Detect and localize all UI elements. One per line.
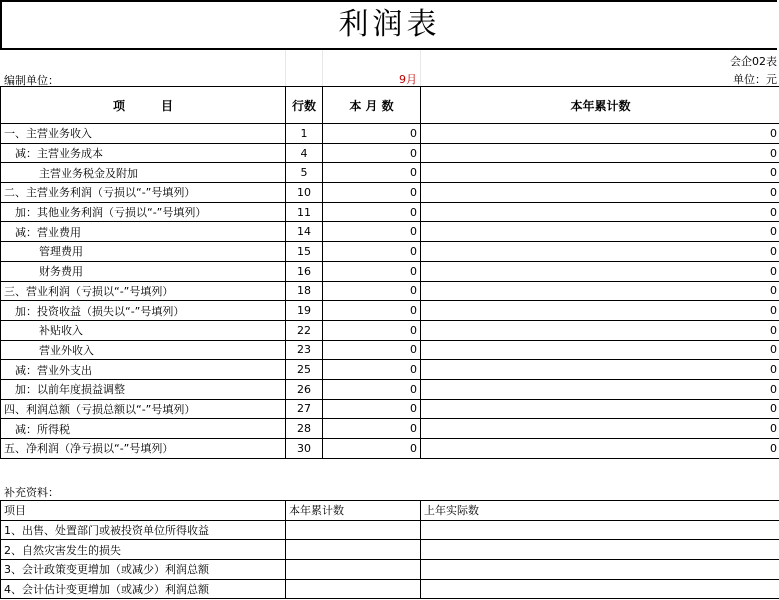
- row-item[interactable]: 加：投资收益（损失以“-”号填列）: [1, 301, 286, 321]
- table-row: [1, 439, 779, 459]
- supp-header-item: 项目: [1, 501, 286, 521]
- row-year-value[interactable]: 0: [421, 242, 779, 262]
- unit-label: 编制单位：: [4, 74, 59, 87]
- supplement-row: [1, 520, 779, 540]
- row-item[interactable]: 三、营业利润（亏损以“-”号填列）: [1, 281, 286, 301]
- table-row: [1, 242, 779, 262]
- table-row: [1, 202, 779, 222]
- table-row: [1, 379, 779, 399]
- supp-item[interactable]: 2、自然灾害发生的损失: [1, 540, 286, 560]
- row-year-value[interactable]: 0: [421, 379, 779, 399]
- row-month-value[interactable]: 0: [323, 202, 421, 222]
- row-number[interactable]: 19: [286, 301, 323, 321]
- row-number[interactable]: 1: [286, 124, 323, 144]
- row-item[interactable]: 主营业务税金及附加: [1, 163, 286, 183]
- table-row: [1, 124, 779, 144]
- table-row: [1, 281, 779, 301]
- row-year-value[interactable]: 0: [421, 261, 779, 281]
- row-number[interactable]: 23: [286, 340, 323, 360]
- supp-year-cell[interactable]: [286, 560, 421, 580]
- table-row: [1, 360, 779, 380]
- row-item[interactable]: 财务费用: [1, 261, 286, 281]
- row-month-value[interactable]: 0: [323, 379, 421, 399]
- row-month-value[interactable]: 0: [323, 242, 421, 262]
- row-month-value[interactable]: 0: [323, 222, 421, 242]
- header-item: 项 目: [1, 87, 286, 124]
- row-number[interactable]: 16: [286, 261, 323, 281]
- row-number[interactable]: 5: [286, 163, 323, 183]
- supp-item[interactable]: 3、会计政策变更增加（或减少）利润总额: [1, 560, 286, 580]
- row-year-value[interactable]: 0: [421, 320, 779, 340]
- income-statement-table: [0, 86, 779, 459]
- row-number[interactable]: 25: [286, 360, 323, 380]
- row-item[interactable]: 一、主营业务收入: [1, 124, 286, 144]
- row-item[interactable]: 补贴收入: [1, 320, 286, 340]
- supp-last-year-cell[interactable]: [421, 560, 779, 580]
- row-year-value[interactable]: 0: [421, 439, 779, 459]
- supp-header-last-year: 上年实际数: [421, 501, 779, 521]
- supp-item[interactable]: 1、出售、处置部门或被投资单位所得收益: [1, 520, 286, 540]
- row-item[interactable]: 五、净利润（净亏损以“-”号填列）: [1, 439, 286, 459]
- supplement-header-row: [1, 501, 779, 521]
- table-row: [1, 261, 779, 281]
- row-month-value[interactable]: 0: [323, 143, 421, 163]
- row-item[interactable]: 营业外收入: [1, 340, 286, 360]
- row-number[interactable]: 26: [286, 379, 323, 399]
- row-number[interactable]: 27: [286, 399, 323, 419]
- row-year-value[interactable]: 0: [421, 183, 779, 203]
- row-month-value[interactable]: 0: [323, 124, 421, 144]
- row-number[interactable]: 30: [286, 439, 323, 459]
- row-year-value[interactable]: 0: [421, 340, 779, 360]
- table-row: [1, 143, 779, 163]
- row-month-value[interactable]: 0: [323, 261, 421, 281]
- row-number[interactable]: 18: [286, 281, 323, 301]
- form-code: 会企02表: [730, 55, 777, 68]
- supplement-row: [1, 540, 779, 560]
- table-row: [1, 183, 779, 203]
- table-row: [1, 301, 779, 321]
- table-row: [1, 222, 779, 242]
- row-year-value[interactable]: 0: [421, 301, 779, 321]
- row-number[interactable]: 10: [286, 183, 323, 203]
- table-row: [1, 399, 779, 419]
- row-month-value[interactable]: 0: [323, 320, 421, 340]
- row-number[interactable]: 14: [286, 222, 323, 242]
- supplement-row: [1, 560, 779, 580]
- row-item[interactable]: 二、主营业务利润（亏损以“-”号填列）: [1, 183, 286, 203]
- row-month-value[interactable]: 0: [323, 419, 421, 439]
- row-item[interactable]: 减：营业外支出: [1, 360, 286, 380]
- row-number[interactable]: 28: [286, 419, 323, 439]
- row-month-value[interactable]: 0: [323, 163, 421, 183]
- row-month-value[interactable]: 0: [323, 360, 421, 380]
- row-year-value[interactable]: 0: [421, 399, 779, 419]
- row-month-value[interactable]: 0: [323, 439, 421, 459]
- table-row: [1, 419, 779, 439]
- table-row: [1, 163, 779, 183]
- row-month-value[interactable]: 0: [323, 183, 421, 203]
- row-item[interactable]: 四、利润总额（亏损总额以“-”号填列）: [1, 399, 286, 419]
- header-year: 本年累计数: [421, 87, 779, 124]
- table-row: [1, 340, 779, 360]
- supp-last-year-cell[interactable]: [421, 540, 779, 560]
- header-month: 本 月 数: [323, 87, 421, 124]
- supp-last-year-cell[interactable]: [421, 579, 779, 599]
- row-month-value[interactable]: 0: [323, 281, 421, 301]
- supp-item[interactable]: 4、会计估计变更增加（或减少）利润总额: [1, 579, 286, 599]
- row-year-value[interactable]: 0: [421, 419, 779, 439]
- row-year-value[interactable]: 0: [421, 281, 779, 301]
- supplement-label: 补充资料：: [4, 486, 59, 499]
- supp-year-cell[interactable]: [286, 579, 421, 599]
- row-month-value[interactable]: 0: [323, 399, 421, 419]
- row-item[interactable]: 减：主营业务成本: [1, 143, 286, 163]
- row-year-value[interactable]: 0: [421, 124, 779, 144]
- supplement-row: [1, 579, 779, 599]
- row-number[interactable]: 11: [286, 202, 323, 222]
- table-row: [1, 320, 779, 340]
- row-item[interactable]: 减：所得税: [1, 419, 286, 439]
- currency-unit: 单位：元: [733, 73, 777, 86]
- row-year-value[interactable]: 0: [421, 360, 779, 380]
- row-number[interactable]: 15: [286, 242, 323, 262]
- supp-header-year: 本年累计数: [286, 501, 421, 521]
- row-number[interactable]: 4: [286, 143, 323, 163]
- month-label: 9月: [399, 73, 417, 86]
- row-year-value[interactable]: 0: [421, 143, 779, 163]
- supp-year-cell[interactable]: [286, 540, 421, 560]
- row-item[interactable]: 管理费用: [1, 242, 286, 262]
- row-year-value[interactable]: 0: [421, 202, 779, 222]
- row-year-value[interactable]: 0: [421, 163, 779, 183]
- report-title: 利润表: [0, 0, 777, 50]
- header-row-no: 行数: [286, 87, 323, 124]
- header-row: [1, 87, 779, 124]
- supplement-table: [0, 500, 779, 599]
- row-month-value[interactable]: 0: [323, 301, 421, 321]
- row-year-value[interactable]: 0: [421, 222, 779, 242]
- row-item[interactable]: 加：其他业务利润（亏损以“-”号填列）: [1, 202, 286, 222]
- row-month-value[interactable]: 0: [323, 340, 421, 360]
- row-item[interactable]: 减：营业费用: [1, 222, 286, 242]
- supp-year-cell[interactable]: [286, 520, 421, 540]
- supp-last-year-cell[interactable]: [421, 520, 779, 540]
- row-item[interactable]: 加：以前年度损益调整: [1, 379, 286, 399]
- row-number[interactable]: 22: [286, 320, 323, 340]
